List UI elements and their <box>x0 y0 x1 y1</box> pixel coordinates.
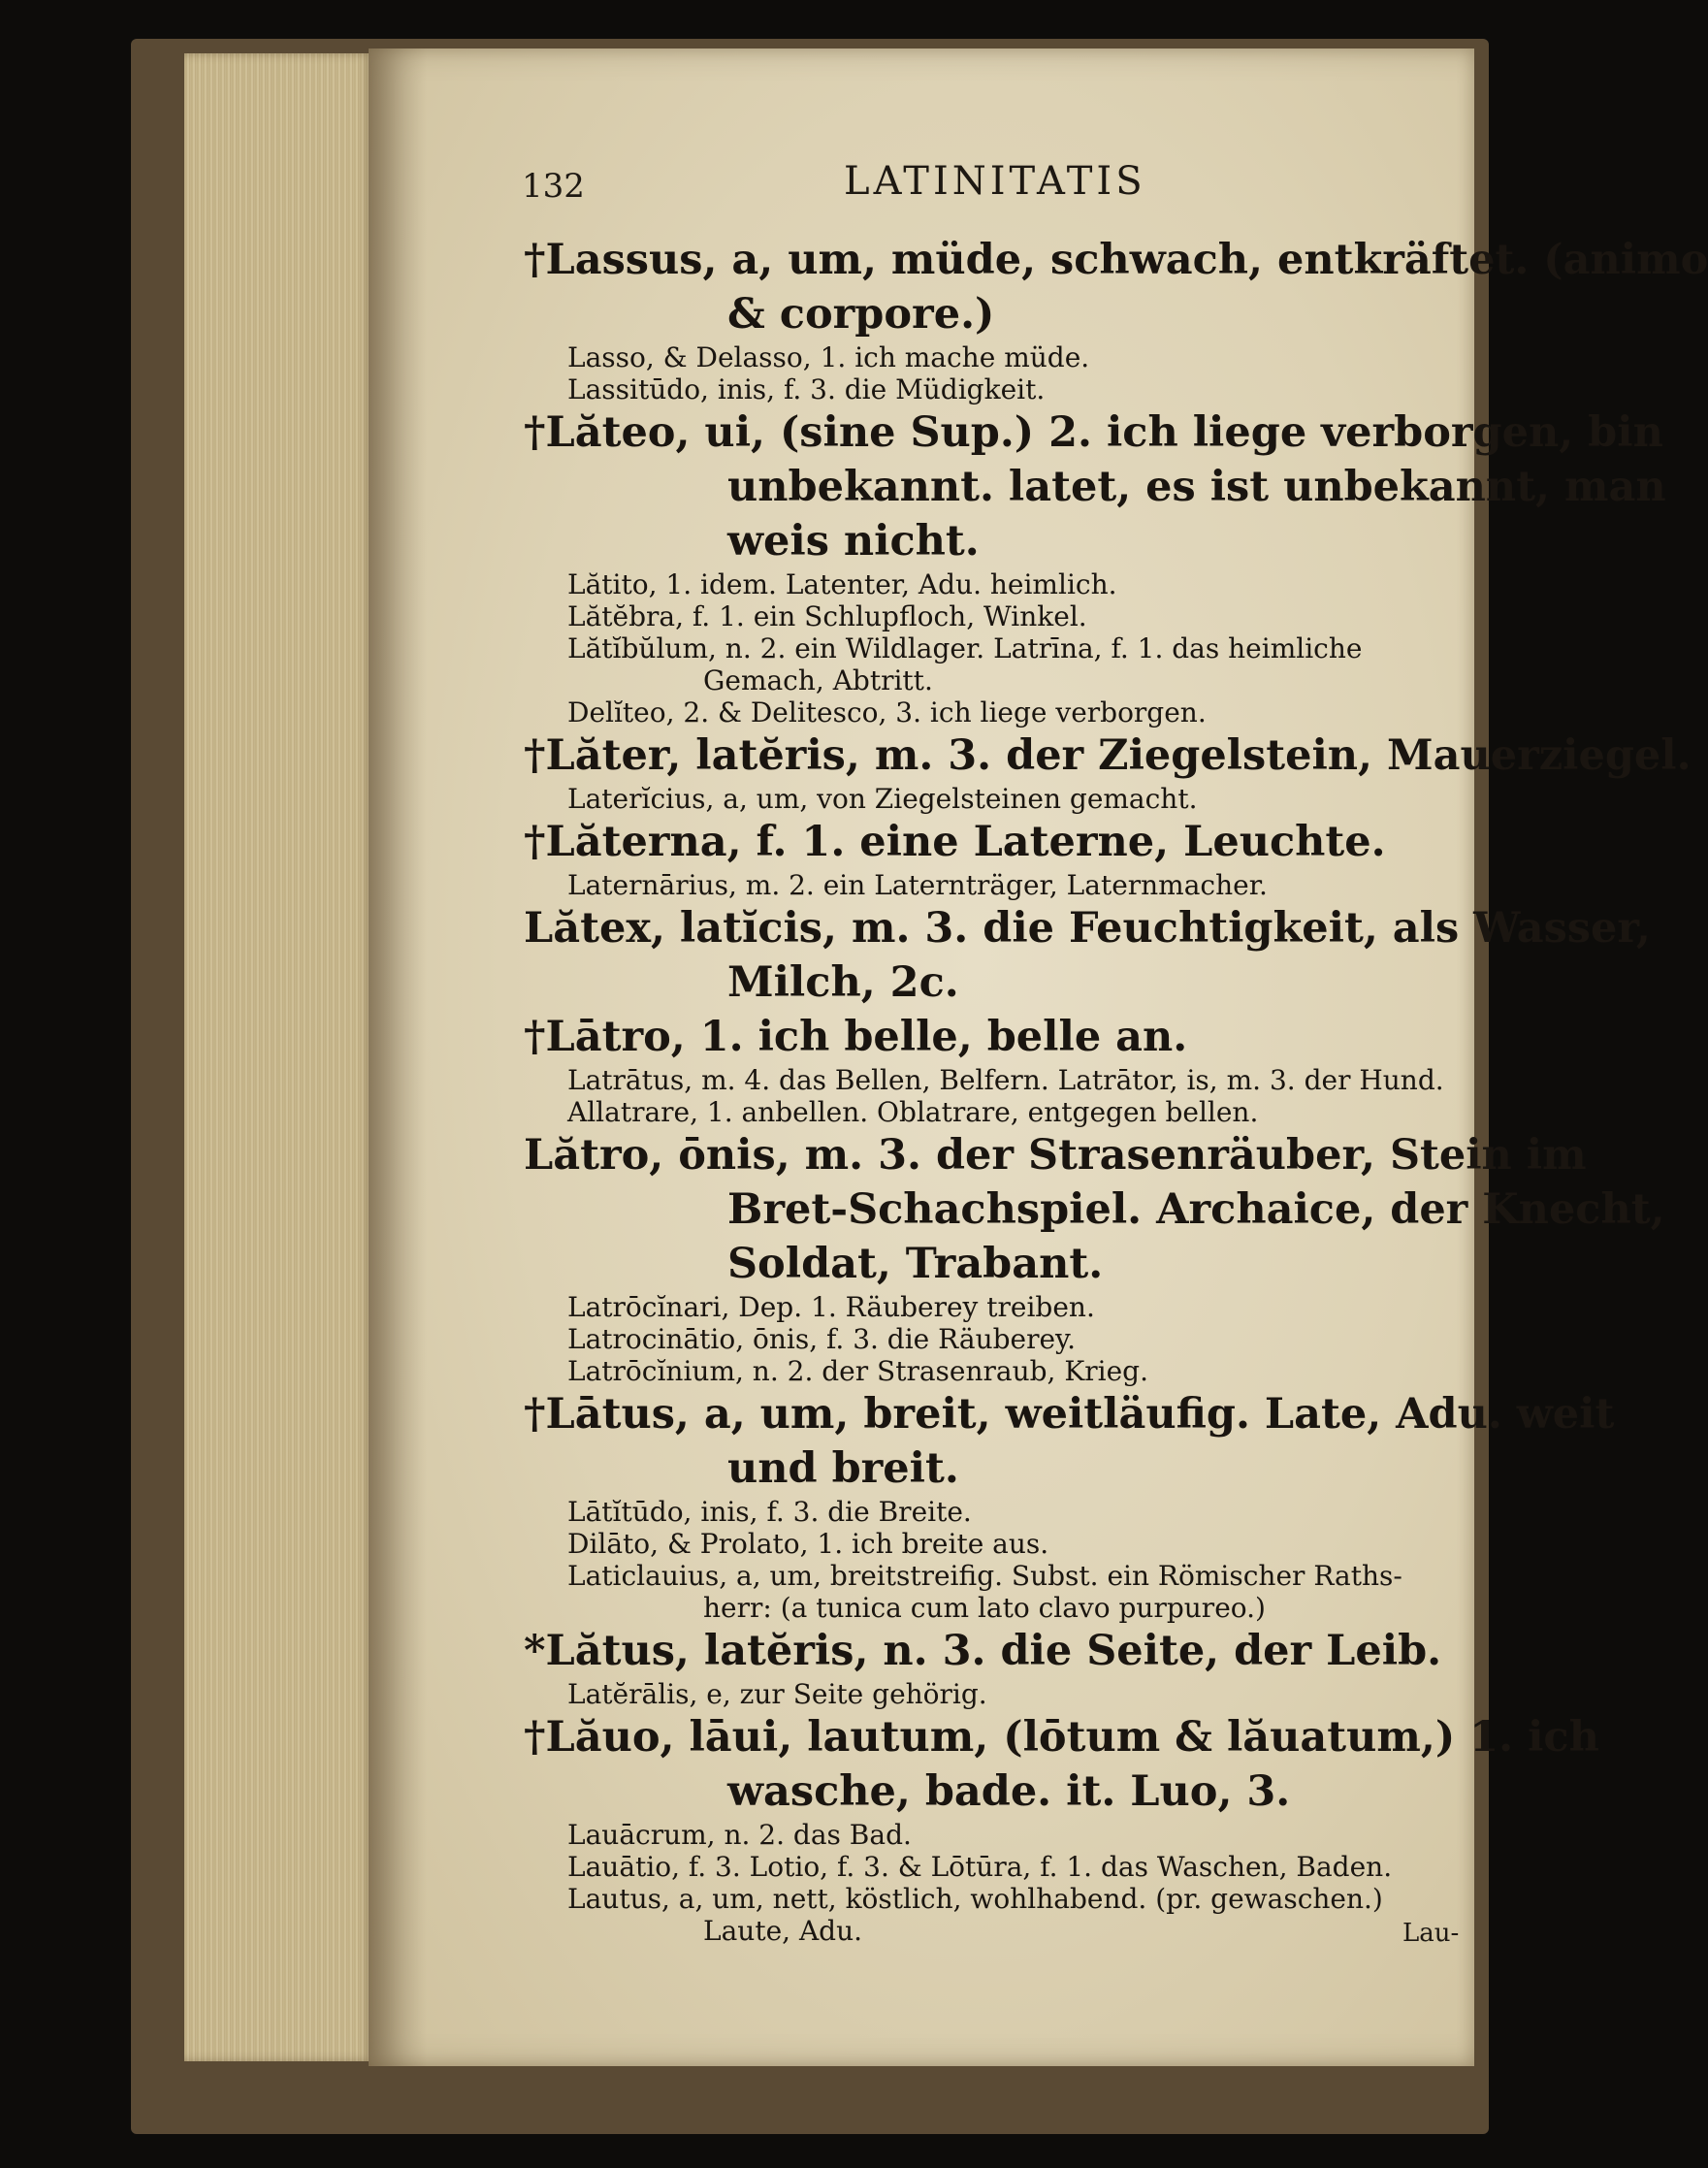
subentry-line: Laternārius, m. 2. ein Laternträger, Laternmacher. <box>567 869 1268 901</box>
headword-line: †Lăterna, f. 1. eine Laterne, Leuchte. <box>524 818 1386 866</box>
page-number: 132 <box>522 167 585 206</box>
headword-line: Lătex, latĭcis, m. 3. die Feuchtigkeit, als Wasser, <box>524 904 1651 953</box>
subentry-line: Laticlauius, a, um, breitstreifig. Subst. ein Römischer Raths- <box>567 1560 1402 1592</box>
headword-line: †Lăteo, ui, (sine Sup.) 2. ich liege verborgen, bin <box>524 408 1663 457</box>
subentry-line: Allatrare, 1. anbellen. Oblatrare, entgegen bellen. <box>567 1096 1259 1128</box>
headword-line: †Lassus, a, um, müde, schwach, entkräftet. (animo <box>524 236 1708 284</box>
subentry-line: Lătĭbŭlum, n. 2. ein Wildlager. Latrīna, f. 1. das heimliche <box>567 632 1363 664</box>
subentry-line: Latĕrālis, e, zur Seite gehörig. <box>567 1678 987 1710</box>
headword-line: †Lātro, 1. ich belle, belle an. <box>524 1013 1188 1061</box>
headword-line: wasche, bade. it. Luo, 3. <box>727 1767 1291 1816</box>
subentry-line: Latrōcĭnari, Dep. 1. Räuberey treiben. <box>567 1291 1095 1323</box>
headword-line: †Lăter, latĕris, m. 3. der Ziegelstein, Mauerziegel. <box>524 731 1692 780</box>
headword-line: Bret-Schachspiel. Archaice, der Knecht, <box>727 1185 1665 1234</box>
subentry-line: Latrātus, m. 4. das Bellen, Belfern. Latrātor, is, m. 3. der Hund. <box>567 1064 1444 1096</box>
headword-line: & corpore.) <box>727 290 995 339</box>
page-block-edges <box>184 53 373 2061</box>
subentry-line: Dilāto, & Prolato, 1. ich breite aus. <box>567 1528 1049 1560</box>
catchword: Lau- <box>1402 1919 1460 1948</box>
headword-line: Lătro, ōnis, m. 3. der Strasenräuber, Stein im <box>524 1131 1587 1180</box>
subentry-line: Lauātio, f. 3. Lotio, f. 3. & Lōtūra, f. 1. das Waschen, Baden. <box>567 1851 1393 1883</box>
subentry-line: Lautus, a, um, nett, köstlich, wohlhabend. (pr. gewaschen.) <box>567 1883 1383 1915</box>
headword-line: weis nicht. <box>727 517 980 566</box>
subentry-line: Latrōcĭnium, n. 2. der Strasenraub, Krieg. <box>567 1355 1148 1387</box>
subentry-line: herr: (a tunica cum lato clavo purpureo.) <box>703 1592 1266 1624</box>
headword-line: Soldat, Trabant. <box>727 1240 1104 1288</box>
subentry-line: Latrocinātio, ōnis, f. 3. die Räuberey. <box>567 1323 1077 1355</box>
subentry-line: Laterĭcius, a, um, von Ziegelsteinen gemacht. <box>567 783 1198 815</box>
running-title: LATINITATIS <box>844 159 1146 204</box>
subentry-line: Lasso, & Delasso, 1. ich mache müde. <box>567 341 1090 373</box>
dictionary-entries <box>524 233 1708 1947</box>
headword-line: unbekannt. latet, es ist unbekannt, man <box>727 463 1666 511</box>
headword-line: und breit. <box>727 1444 959 1493</box>
subentry-line: Delĭteo, 2. & Delitesco, 3. ich liege verborgen. <box>567 696 1207 728</box>
headword-line: †Lātus, a, um, breit, weitläufig. Late, Adu. weit <box>524 1390 1615 1439</box>
headword-line: †Lăuo, lāui, lautum, (lōtum & lăuatum,) 1. ich <box>524 1713 1599 1762</box>
subentry-line: Lauācrum, n. 2. das Bad. <box>567 1819 912 1851</box>
subentry-line: Gemach, Abtritt. <box>703 664 933 696</box>
subentry-line: Laute, Adu. <box>703 1915 863 1947</box>
subentry-line: Lătito, 1. idem. Latenter, Adu. heimlich. <box>567 568 1117 600</box>
gutter-shadow <box>369 49 427 2066</box>
subentry-line: Lătĕbra, f. 1. ein Schlupfloch, Winkel. <box>567 600 1087 632</box>
subentry-line: Lātĭtūdo, inis, f. 3. die Breite. <box>567 1496 972 1528</box>
headword-line: *Lătus, latĕris, n. 3. die Seite, der Leib. <box>524 1627 1442 1675</box>
subentry-line: Lassitūdo, inis, f. 3. die Müdigkeit. <box>567 373 1046 405</box>
headword-line: Milch, 2c. <box>727 958 959 1007</box>
